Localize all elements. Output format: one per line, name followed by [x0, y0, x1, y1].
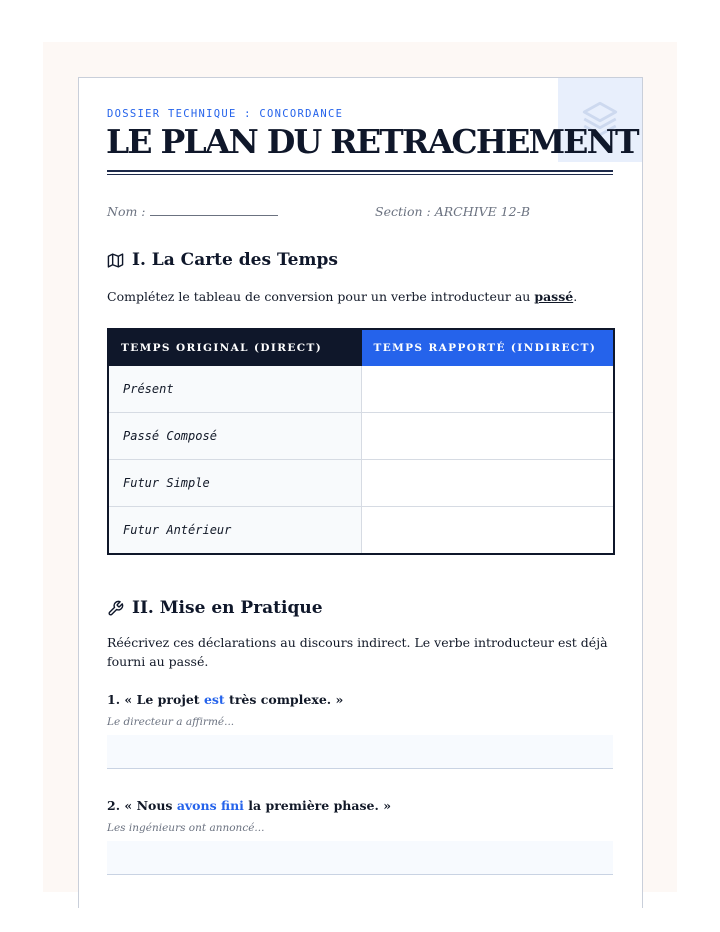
exercise-text: 1. « Le projet: [107, 692, 204, 707]
map-icon: [107, 252, 124, 269]
reported-tense-column: [362, 366, 614, 553]
table-row-label: Présent: [109, 366, 361, 413]
instruction-suffix: .: [573, 289, 578, 304]
header-original-tense: TEMPS ORIGINAL (DIRECT): [109, 330, 361, 366]
section-heading-1: [107, 250, 338, 270]
table-row-label: Futur Antérieur: [123, 523, 232, 537]
section-heading-2: [107, 598, 323, 618]
answer-cell[interactable]: [362, 507, 614, 553]
name-label: Nom :: [107, 204, 146, 219]
page-title: LE PLAN DU RETRACHEMENT: [106, 122, 638, 161]
wrench-icon: [107, 600, 124, 617]
conversion-table: [107, 328, 615, 555]
exercise-text: 2. « Nous: [107, 798, 177, 813]
table-row-label: Futur Simple: [109, 460, 361, 507]
exercise-verb-highlight: est: [203, 692, 225, 707]
title-rule-thick: [107, 170, 613, 172]
original-tense-column: [109, 366, 362, 553]
table-body: [109, 366, 613, 553]
table-row-label: Passé Composé: [109, 413, 361, 460]
exercise-prompt: [107, 798, 391, 813]
exercise-verb-highlight: avons fini: [176, 798, 244, 813]
name-field: [107, 204, 278, 219]
section-label: Section : ARCHIVE 12-B: [375, 204, 530, 219]
instruction-text: Complétez le tableau de conversion pour un verbe introducteur au: [107, 289, 535, 304]
exercise-text: très complexe. »: [224, 692, 344, 707]
worksheet: [78, 77, 643, 908]
answer-cell[interactable]: [362, 460, 614, 507]
header-reported-tense: TEMPS RAPPORTÉ (INDIRECT): [361, 330, 614, 366]
answer-cell[interactable]: [362, 413, 614, 460]
section-title-1: I. La Carte des Temps: [132, 250, 338, 270]
answer-field[interactable]: [107, 841, 613, 875]
section-1-instruction: [107, 287, 613, 306]
name-blank-line[interactable]: [150, 204, 278, 216]
exercise-hint: Les ingénieurs ont annoncé...: [107, 822, 265, 834]
exercise-text: la première phase. »: [243, 798, 392, 813]
answer-cell[interactable]: [362, 366, 614, 413]
title-rule-thin: [107, 174, 613, 175]
answer-field[interactable]: [107, 735, 613, 769]
instruction-emphasis: passé: [534, 289, 574, 304]
document-kicker: DOSSIER TECHNIQUE : CONCORDANCE: [107, 108, 344, 120]
section-title-2: II. Mise en Pratique: [132, 598, 323, 618]
exercise-prompt: [107, 692, 343, 707]
table-header: [109, 330, 613, 366]
section-2-instruction: Réécrivez ces déclarations au discours indirect. Le verbe introducteur est déjà fourni au passé.: [107, 635, 608, 669]
exercise-hint: Le directeur a affirmé...: [107, 716, 235, 728]
